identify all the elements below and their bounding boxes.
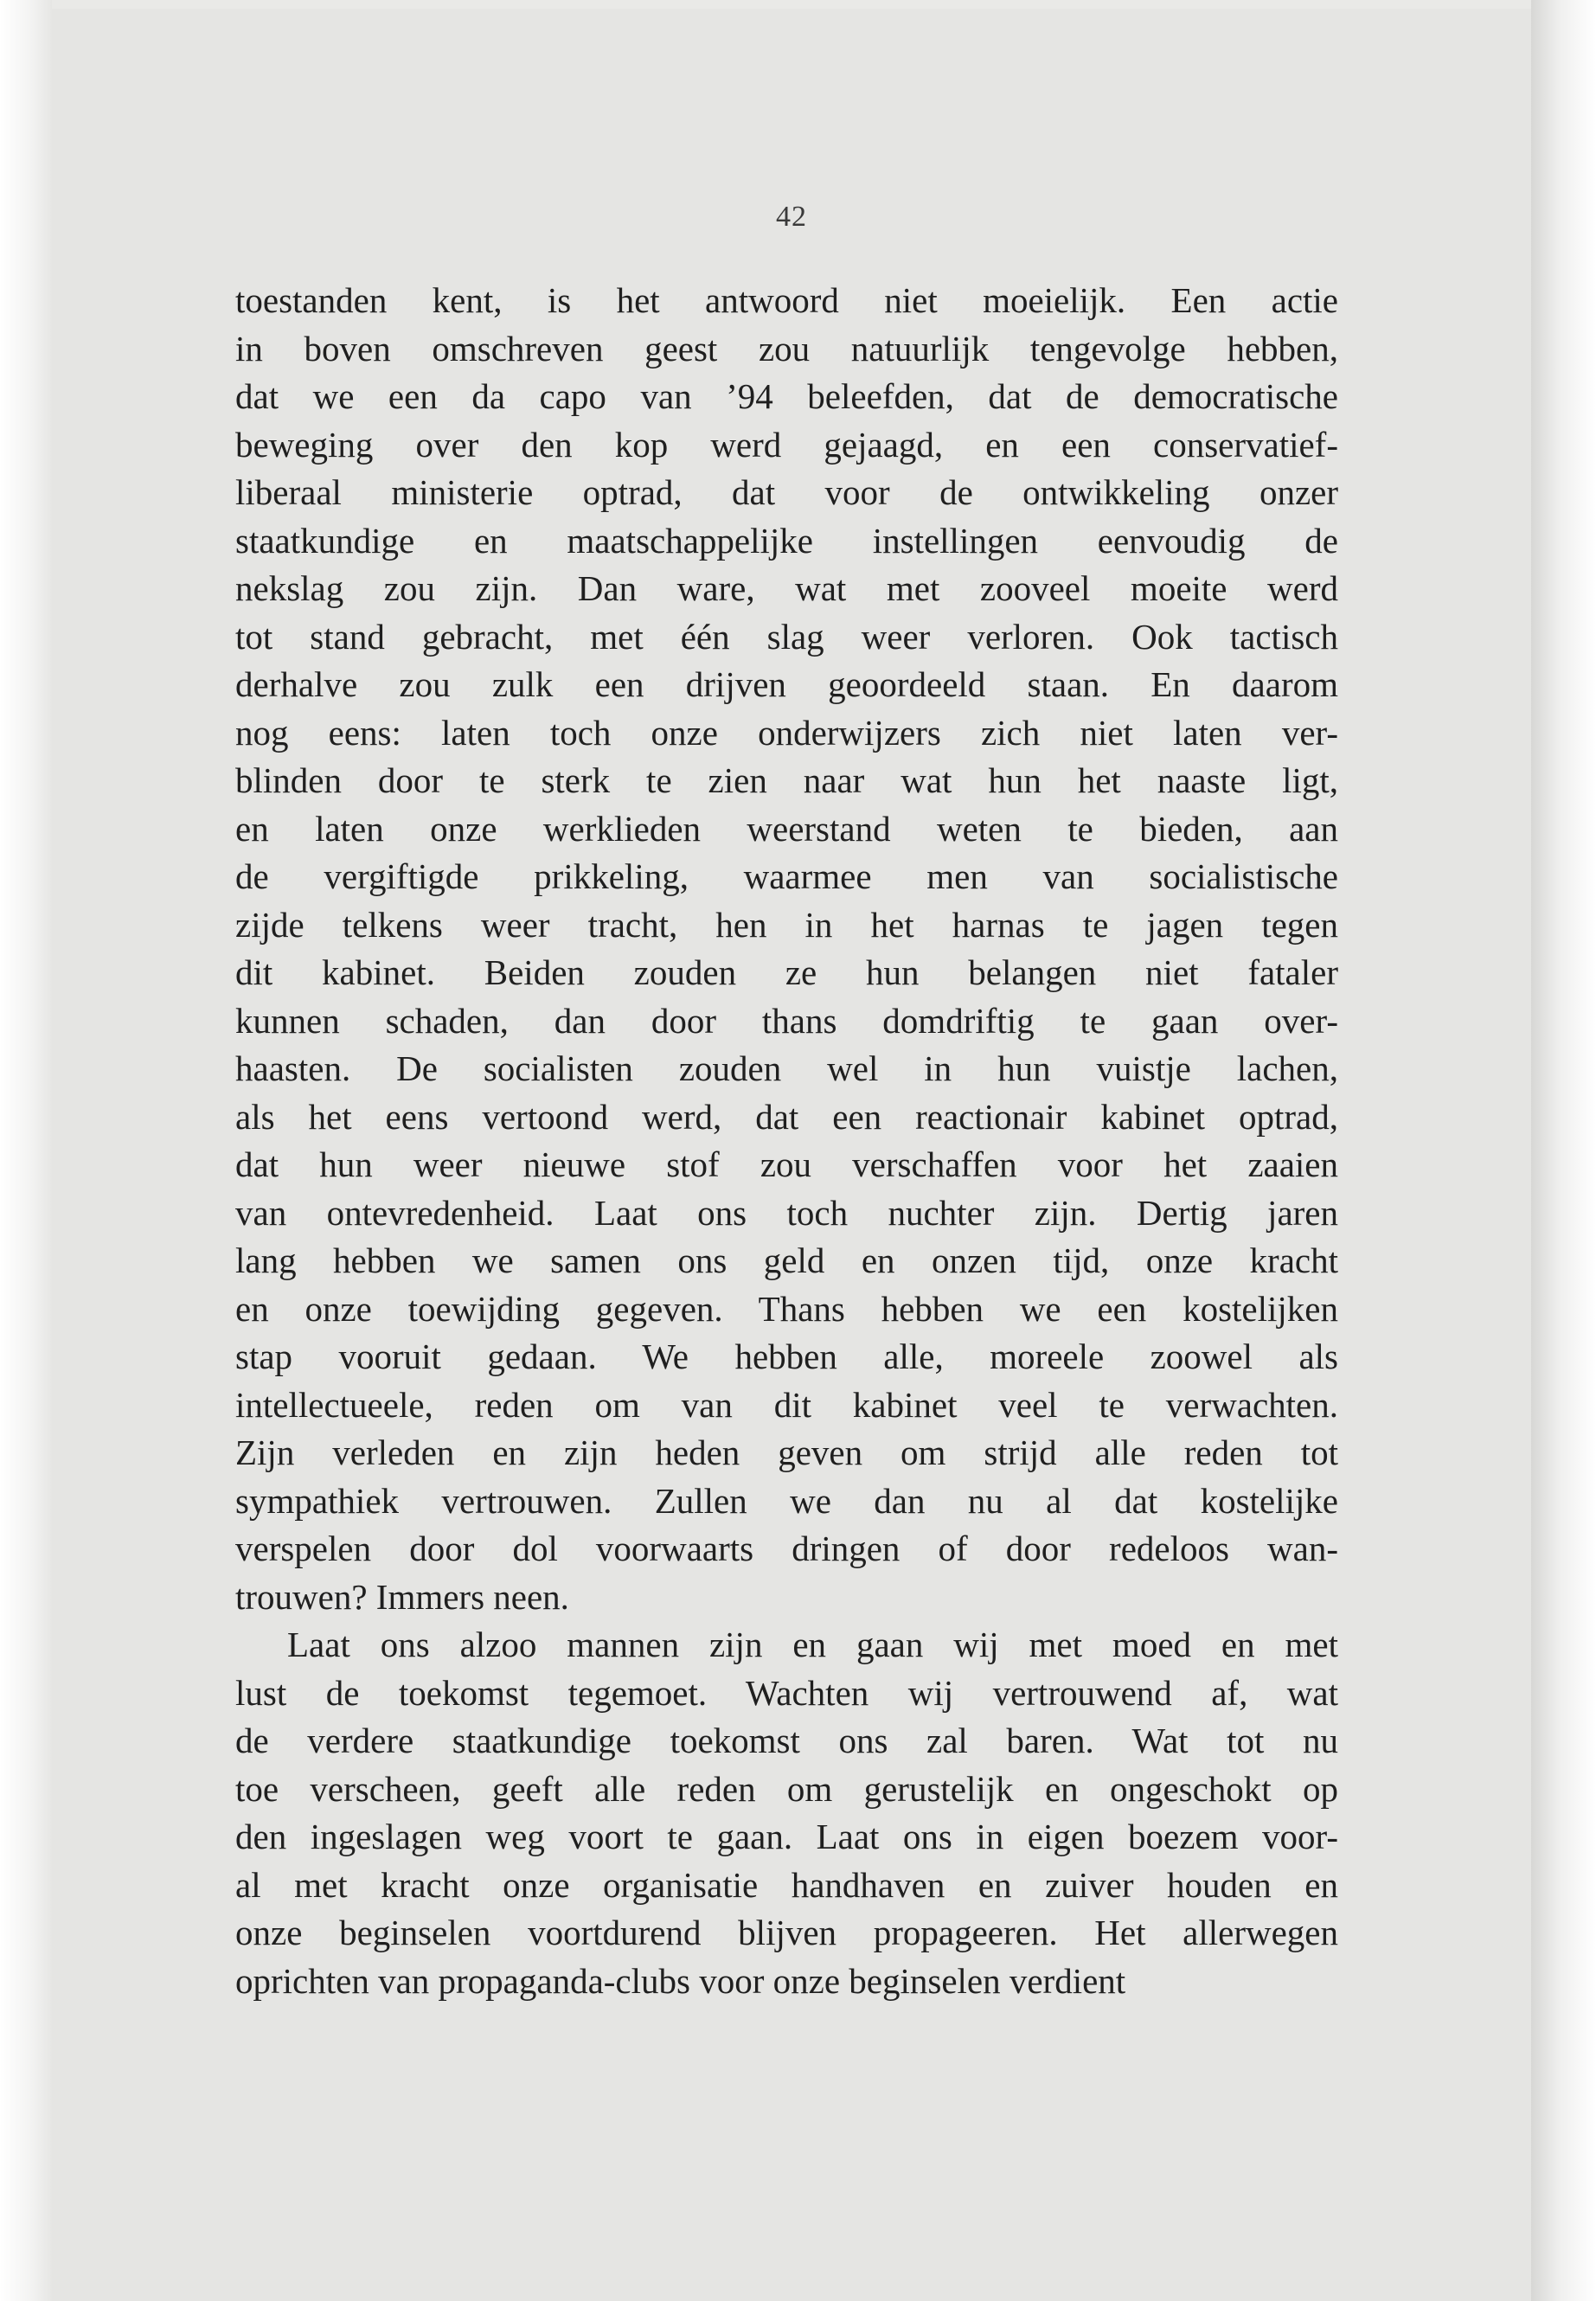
text-line: sympathiek vertrouwen. Zullen we dan nu al dat kostelijke: [235, 1480, 1338, 1521]
paragraph: [235, 277, 1338, 1621]
text-line: stap vooruit gedaan. We hebben alle, moreele zoowel als: [235, 1336, 1338, 1376]
text-line: de verdere staatkundige toekomst ons zal baren. Wat tot nu: [235, 1721, 1338, 1760]
text-line: derhalve zou zulk een drijven geoordeeld staan. En daarom: [235, 664, 1338, 704]
text-line: staatkundige en maatschappelijke instellingen eenvoudig de: [235, 520, 1338, 561]
text-line: als het eens vertoond werd, dat een reactionair kabinet optrad,: [235, 1096, 1338, 1137]
text-line: zijde telkens weer tracht, hen in het harnas te jagen tegen: [235, 904, 1338, 945]
text-line: kunnen schaden, dan door thans domdriftig te gaan over-: [235, 1000, 1338, 1041]
text-line: tot stand gebracht, met één slag weer verloren. Ook tactisch: [235, 616, 1338, 657]
text-line: dat we een da capo van ’94 beleefden, dat de democratische: [235, 376, 1338, 416]
text-line: onze beginselen voortdurend blijven propageeren. Het allerwegen: [235, 1913, 1338, 1952]
text-line: en laten onze werklieden weerstand weten te bieden, aan: [235, 808, 1338, 849]
scan-left-margin: [0, 0, 52, 2301]
text-line: intellectueele, reden om van dit kabinet veel te verwachten.: [235, 1384, 1338, 1425]
text-line: al met kracht onze organisatie handhaven en zuiver houden en: [235, 1864, 1338, 1905]
text-line: oprichten van propaganda-clubs voor onze beginselen verdient: [235, 1960, 1126, 2001]
text-line: Laat ons alzoo mannen zijn en gaan wij met moed en met: [287, 1625, 1338, 1664]
text-line: toestanden kent, is het antwoord niet moeielijk. Een actie: [235, 280, 1338, 320]
text-line: blinden door te sterk te zien naar wat hun het naaste ligt,: [235, 760, 1338, 800]
text-line: haasten. De socialisten zouden wel in hun vuistje lachen,: [235, 1048, 1338, 1088]
book-page: [52, 9, 1531, 2301]
page-body-text: [235, 277, 1338, 2005]
text-line: liberaal ministerie optrad, dat voor de ontwikkeling onzer: [235, 472, 1338, 512]
text-line: de vergiftigde prikkeling, waarmee men van socialistische: [235, 856, 1338, 896]
text-line: lang hebben we samen ons geld en onzen tijd, onze kracht: [235, 1240, 1338, 1280]
text-line: trouwen? Immers neen.: [235, 1576, 569, 1617]
page-number: 42: [776, 201, 807, 233]
text-line: beweging over den kop werd gejaagd, en een conservatief-: [235, 424, 1338, 465]
text-line: verspelen door dol voorwaarts dringen of door redeloos wan-: [235, 1529, 1338, 1568]
text-line: lust de toekomst tegemoet. Wachten wij vertrouwend af, wat: [235, 1672, 1338, 1713]
text-line: en onze toewijding gegeven. Thans hebben we een kostelijken: [235, 1288, 1338, 1329]
paragraph: [235, 1621, 1338, 2005]
scan-right-margin: [1531, 0, 1596, 2301]
text-line: in boven omschreven geest zou natuurlijk tengevolge hebben,: [235, 328, 1338, 369]
text-line: Zijn verleden en zijn heden geven om strijd alle reden tot: [235, 1433, 1338, 1472]
text-line: nog eens: laten toch onze onderwijzers zich niet laten ver-: [235, 712, 1338, 753]
text-line: den ingeslagen weg voort te gaan. Laat ons in eigen boezem voor-: [235, 1817, 1338, 1856]
text-line: nekslag zou zijn. Dan ware, wat met zooveel moeite werd: [235, 568, 1338, 608]
text-line: toe verscheen, geeft alle reden om gerustelijk en ongeschokt op: [235, 1768, 1338, 1809]
text-line: van ontevredenheid. Laat ons toch nuchter zijn. Dertig jaren: [235, 1192, 1338, 1233]
text-line: dit kabinet. Beiden zouden ze hun belangen niet fataler: [235, 952, 1338, 992]
text-line: dat hun weer nieuwe stof zou verschaffen voor het zaaien: [235, 1144, 1338, 1184]
